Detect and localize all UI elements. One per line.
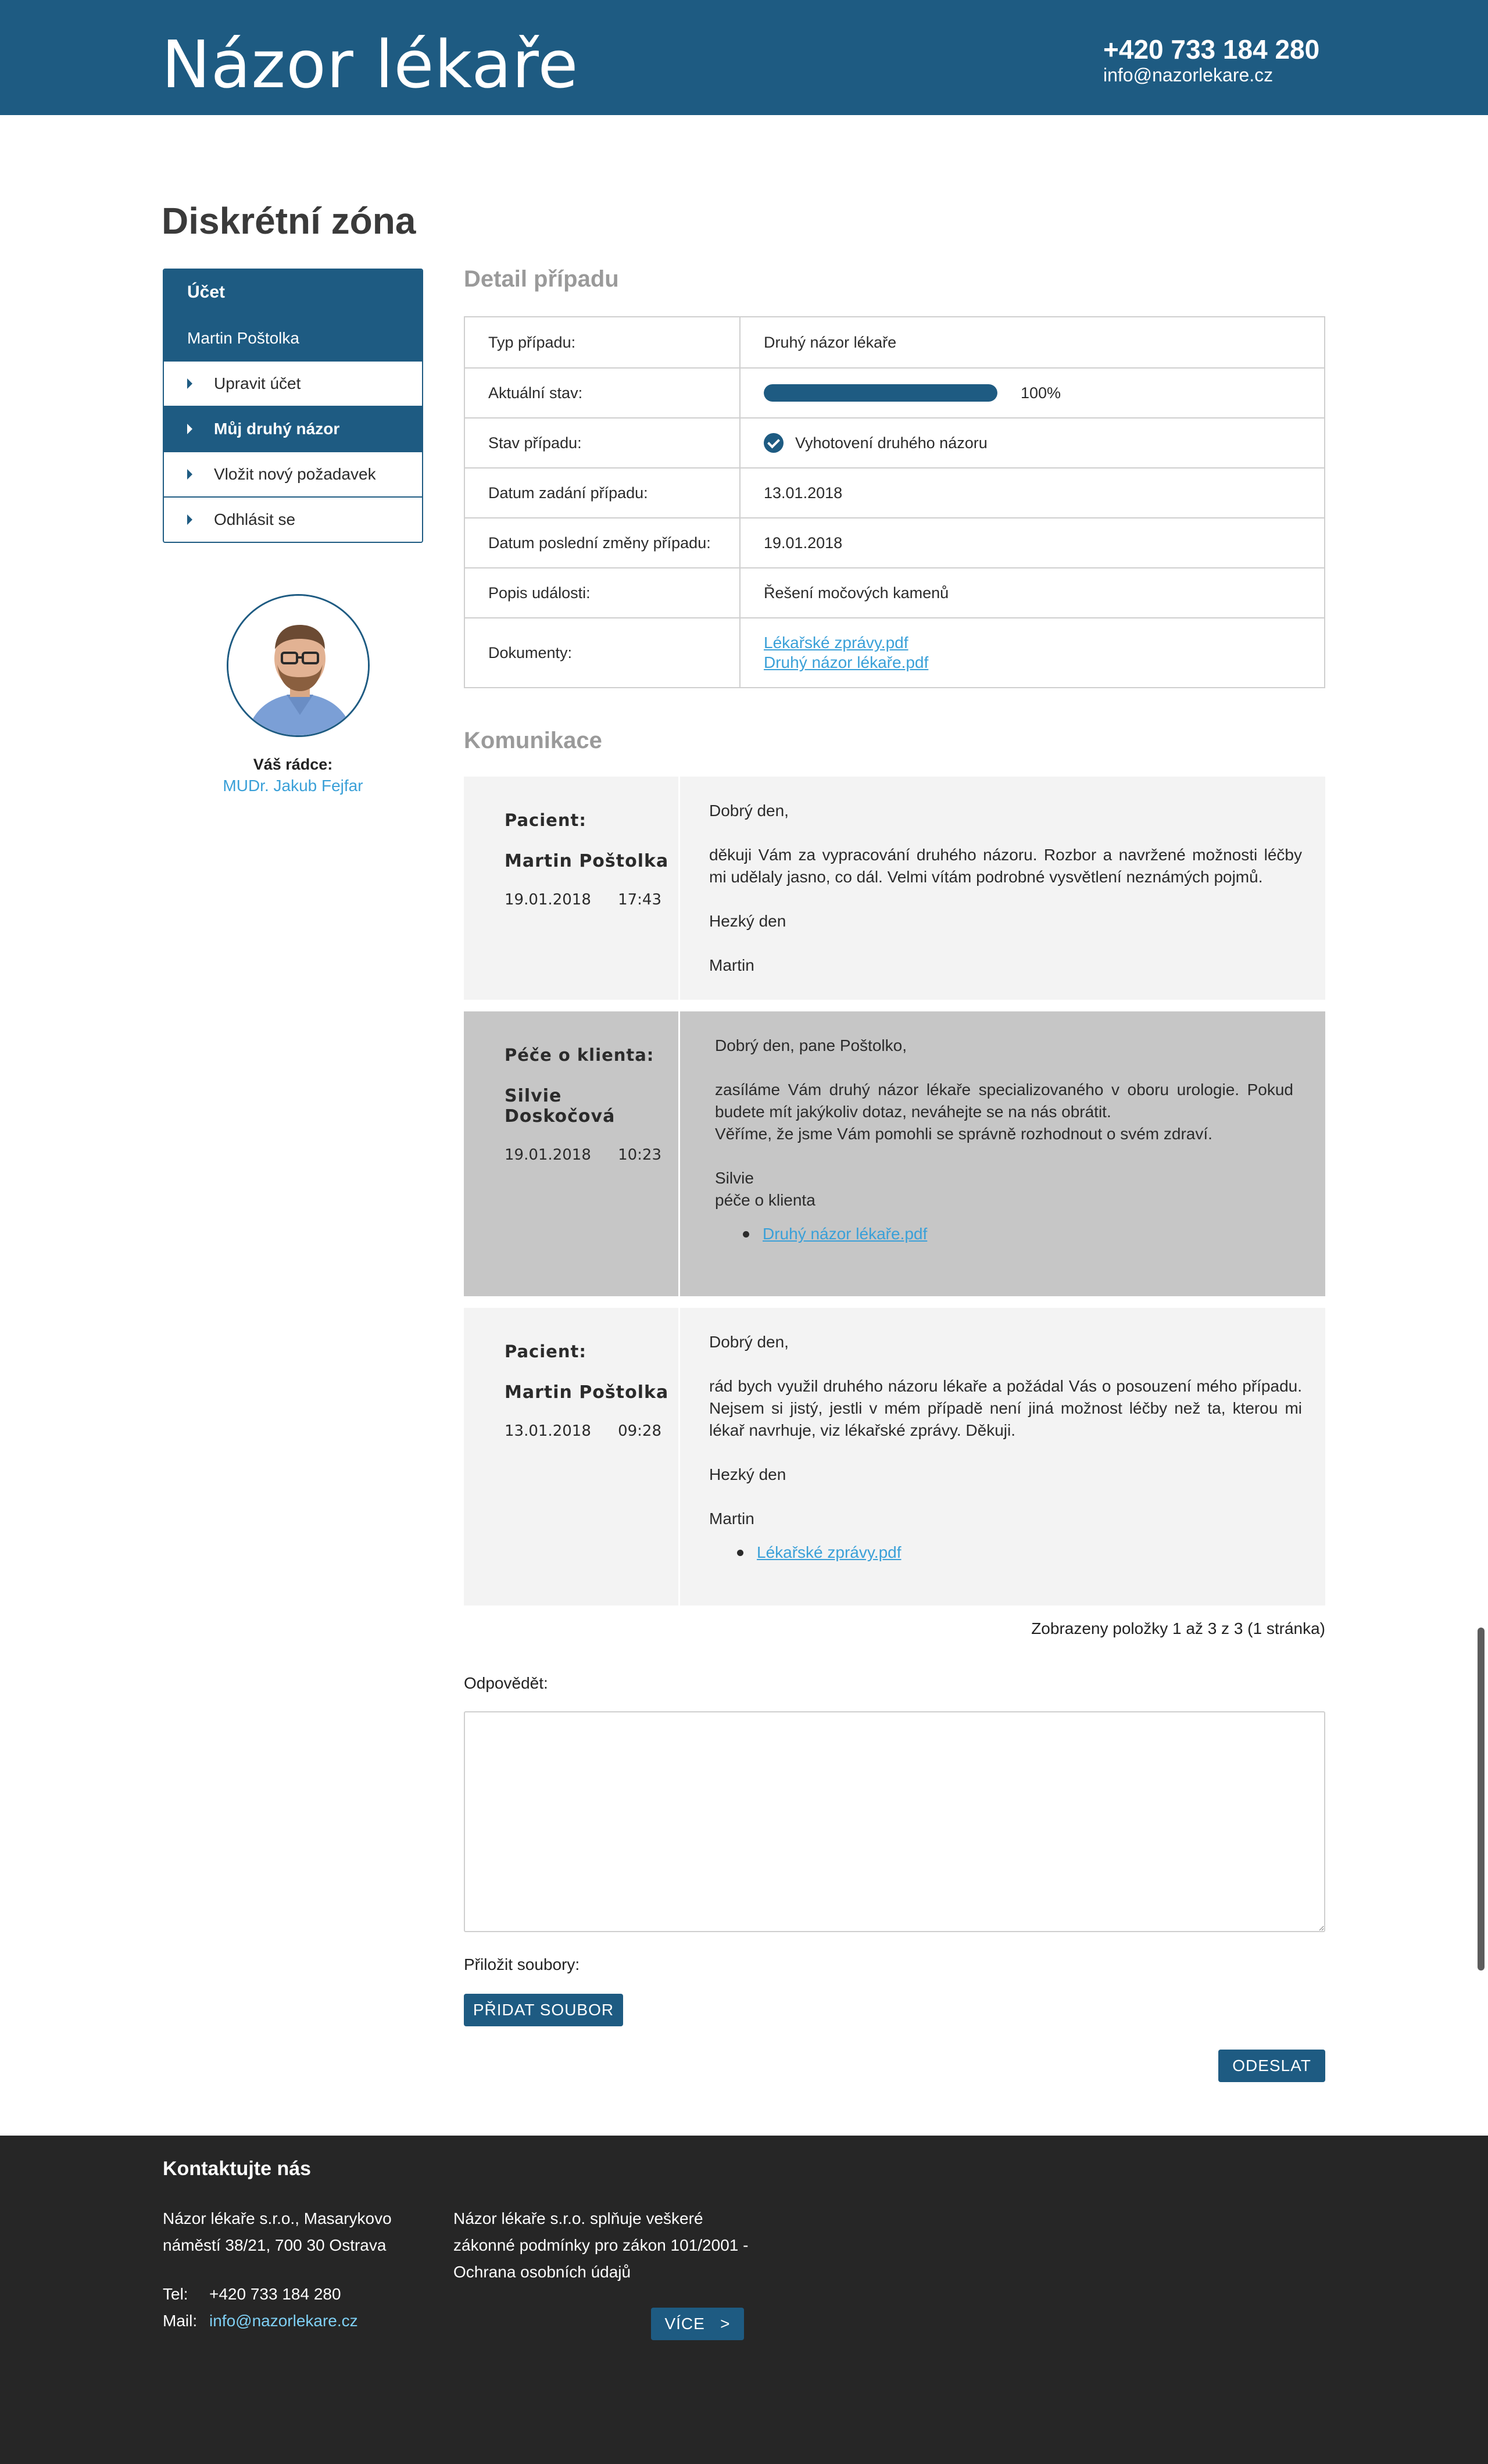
reply-label: Odpovědět:	[464, 1674, 548, 1692]
message-item	[464, 1308, 1325, 1605]
message-signature: Silvie	[715, 1169, 754, 1187]
check-circle-icon	[764, 433, 784, 453]
detail-row-created	[465, 467, 1324, 517]
message-signature: Martin	[709, 1510, 754, 1528]
footer-mail-link[interactable]: info@nazorlekare.cz	[209, 2312, 358, 2330]
message-date: 13.01.2018	[505, 1422, 591, 1440]
progress-bar-fill	[764, 384, 997, 402]
message-body	[680, 1308, 1325, 1605]
sidebar-heading: Účet	[164, 270, 422, 315]
detail-value: Vyhotovení druhého názoru	[795, 434, 988, 452]
message-author-name: Martin Poštolka	[505, 1382, 669, 1403]
detail-label: Dokumenty:	[465, 618, 741, 687]
detail-value: 19.01.2018	[764, 534, 843, 552]
case-detail-table	[464, 316, 1325, 688]
caret-right-icon	[187, 514, 192, 525]
advisor-label: Váš rádce:	[253, 756, 333, 773]
sidebar-item-label: Odhlásit se	[214, 510, 296, 528]
progress-bar	[764, 384, 997, 402]
caret-right-icon	[187, 378, 192, 389]
footer-title: Kontaktujte nás	[163, 2158, 312, 2180]
header-email[interactable]: info@nazorlekare.cz	[1103, 65, 1274, 85]
message-greeting: Dobrý den,	[709, 1333, 789, 1351]
footer-contact	[163, 2281, 358, 2334]
detail-row-type	[465, 317, 1324, 367]
detail-row-changed	[465, 517, 1324, 567]
message-author-role: Péče o klienta:	[505, 1045, 654, 1065]
case-detail-title: Detail případu	[464, 266, 619, 292]
send-button[interactable]: ODESLAT	[1218, 2050, 1325, 2082]
message-greeting: Dobrý den, pane Poštolko,	[715, 1036, 907, 1054]
message-author-role: Pacient:	[505, 810, 586, 830]
account-sidebar	[163, 269, 423, 543]
detail-row-documents	[465, 617, 1324, 687]
message-text: Věříme, že jsme Vám pomohli se správně rozhodnout o svém zdraví.	[715, 1125, 1212, 1143]
message-author-name: Silvie Doskočová	[505, 1086, 616, 1126]
attachment-link[interactable]: Lékařské zprávy.pdf	[757, 1543, 902, 1561]
footer-legal-text: Názor lékaře s.r.o. splňuje veškeré zákonné podmínky pro zákon 101/2001 - Ochrana osobních údajů	[453, 2209, 749, 2281]
attachment-list	[709, 1542, 1302, 1564]
detail-row-progress	[465, 367, 1324, 417]
site-header	[0, 0, 1488, 115]
site-logo[interactable]: Názor lékaře	[162, 27, 579, 103]
message-date: 19.01.2018	[505, 1146, 591, 1164]
sidebar-item-label: Upravit účet	[214, 374, 301, 392]
site-footer	[0, 2136, 1488, 2464]
progress-text: 100%	[1021, 384, 1061, 402]
detail-label: Stav případu:	[465, 419, 741, 467]
message-signature: Martin	[709, 956, 754, 974]
detail-row-state	[465, 417, 1324, 467]
detail-label: Typ případu:	[465, 317, 741, 367]
message-text: děkuji Vám za vypracování druhého názoru. Rozbor a navržené možnosti léčby mi udělaly jasno, co dál. Velmi vítám podrobné vysvětlení neznámých pojmů.	[709, 846, 1302, 886]
message-closing: Hezký den	[709, 912, 786, 930]
detail-value: Druhý názor lékaře	[764, 333, 897, 351]
detail-value: Řešení močových kamenů	[764, 584, 949, 602]
message-time: 10:23	[618, 1146, 661, 1164]
message-signature: péče o klienta	[715, 1191, 815, 1209]
message-author-role: Pacient:	[505, 1342, 586, 1361]
footer-address: Názor lékaře s.r.o., Masarykovo náměstí 38/21, 700 30 Ostrava	[163, 2209, 392, 2254]
sidebar-user-name: Martin Poštolka	[164, 315, 422, 360]
add-file-button[interactable]: PŘIDAT SOUBOR	[464, 1994, 623, 2026]
message-time: 09:28	[618, 1422, 661, 1440]
detail-label: Datum zadání případu:	[465, 469, 741, 517]
page-scrollbar-thumb[interactable]	[1478, 1628, 1485, 1971]
more-button[interactable]: VÍCE >	[651, 2308, 744, 2340]
reply-textarea[interactable]	[464, 1711, 1325, 1932]
attach-files-label: Přiložit soubory:	[464, 1955, 580, 1973]
message-greeting: Dobrý den,	[709, 802, 789, 820]
footer-mail-label: Mail:	[163, 2312, 198, 2330]
message-author-name: Martin Poštolka	[505, 851, 669, 871]
message-time: 17:43	[618, 891, 661, 909]
advisor-avatar	[227, 594, 370, 737]
detail-label: Aktuální stav:	[465, 369, 741, 417]
message-item	[464, 777, 1325, 1000]
attachment-list	[715, 1223, 1293, 1245]
caret-right-icon	[187, 469, 192, 480]
footer-tel[interactable]: +420 733 184 280	[209, 2285, 341, 2303]
message-text: rád bych využil druhého názoru lékaře a požádal Vás o posouzení mého případu. Nejsem si jistý, jestli v mém případě není jiná možnost léčby než ta, kterou mi lékař navrhuje, viz lékařské zprávy. Děkuji.	[709, 1377, 1302, 1439]
message-item	[464, 1011, 1325, 1296]
sidebar-item-edit-account[interactable]	[164, 360, 422, 406]
message-body	[680, 1011, 1325, 1296]
advisor-name-link[interactable]: MUDr. Jakub Fejfar	[223, 777, 363, 795]
message-closing: Hezký den	[709, 1465, 786, 1483]
document-link[interactable]: Druhý názor lékaře.pdf	[764, 653, 929, 671]
header-phone[interactable]: +420 733 184 280	[1103, 34, 1320, 65]
detail-label: Popis události:	[465, 568, 741, 617]
page-title: Diskrétní zóna	[162, 200, 416, 242]
detail-value: 13.01.2018	[764, 484, 843, 502]
document-link[interactable]: Lékařské zprávy.pdf	[764, 634, 908, 652]
pagination-info: Zobrazeny položky 1 až 3 z 3 (1 stránka)	[1031, 1619, 1325, 1637]
detail-label: Datum poslední změny případu:	[465, 518, 741, 567]
message-text: zasíláme Vám druhý názor lékaře specializovaného v oboru urologie. Pokud budete mít jakýkoliv dotaz, neváhejte se na nás obrátit.	[715, 1081, 1293, 1121]
sidebar-item-new-request[interactable]	[164, 451, 422, 496]
message-body	[680, 777, 1325, 1000]
sidebar-item-label: Vložit nový požadavek	[214, 465, 376, 483]
detail-row-description	[465, 567, 1324, 617]
sidebar-item-my-second-opinion[interactable]	[164, 406, 422, 451]
message-date: 19.01.2018	[505, 891, 591, 909]
footer-tel-label: Tel:	[163, 2285, 188, 2303]
caret-right-icon	[187, 424, 192, 434]
sidebar-item-label: Můj druhý názor	[214, 420, 340, 438]
attachment-link[interactable]: Druhý názor lékaře.pdf	[763, 1225, 928, 1243]
sidebar-item-logout[interactable]	[164, 496, 422, 542]
communication-title: Komunikace	[464, 728, 602, 753]
